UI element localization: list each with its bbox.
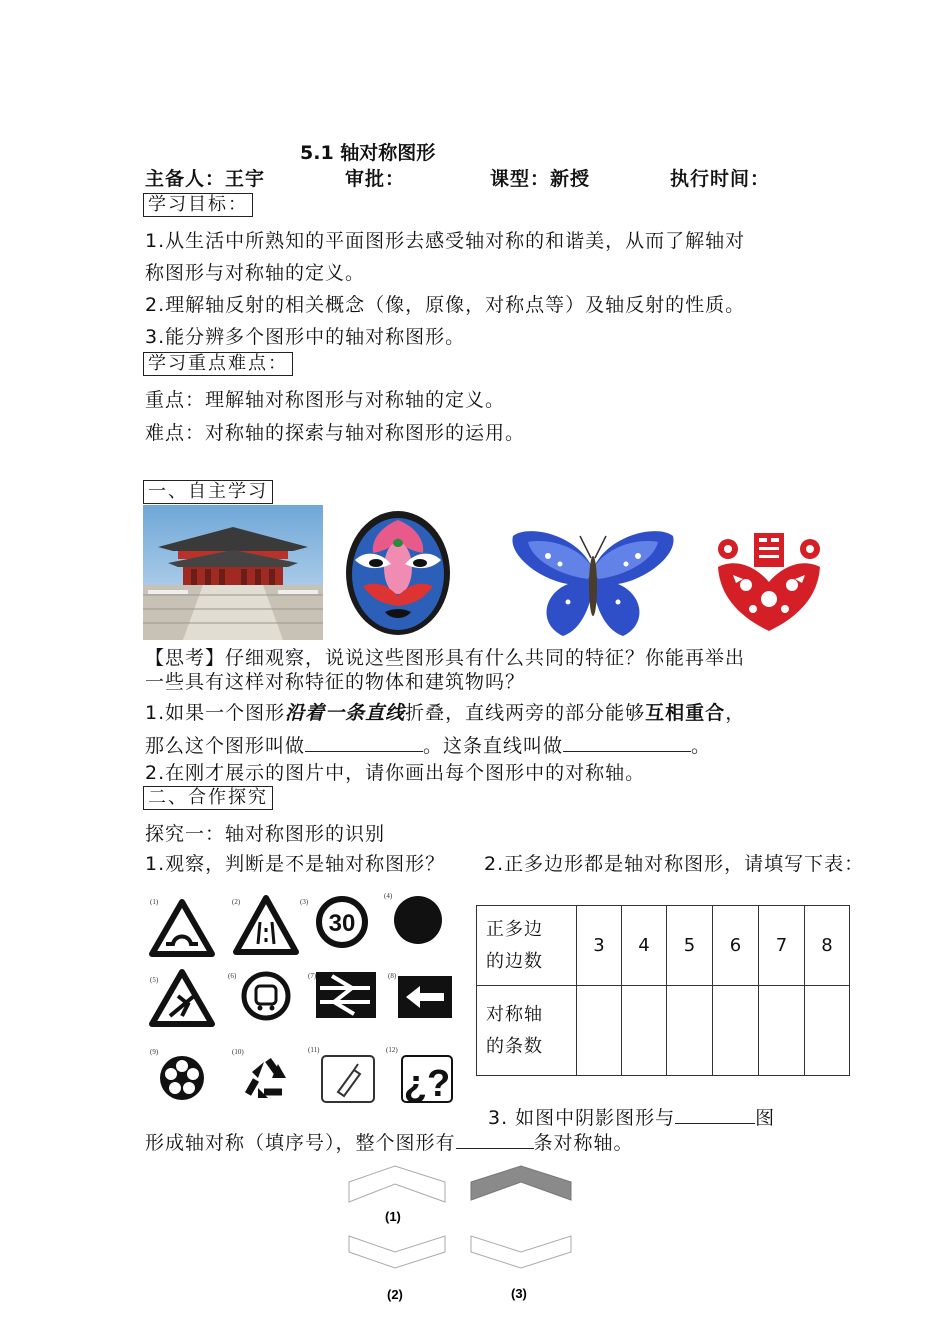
difficulty-point: 难点：对称轴的探索与轴对称图形的运用。	[145, 422, 526, 444]
sign-number: (3)	[300, 898, 309, 906]
approval: 审批：	[345, 168, 406, 190]
sign-number: (2)	[232, 898, 241, 906]
sign-number: (10)	[232, 1048, 244, 1056]
answer-cell[interactable]	[667, 986, 713, 1076]
figure-label-1: (1)	[385, 1209, 401, 1224]
figure-label-2: (2)	[387, 1287, 403, 1302]
sign-airport-icon	[152, 972, 212, 1024]
table-row-sides	[477, 906, 850, 986]
chevron-figures	[345, 1160, 580, 1310]
svg-text:¿?: ¿?	[403, 1063, 451, 1105]
butterfly-image	[508, 524, 678, 639]
goal-1-line2: 称图形与对称轴的定义。	[145, 262, 366, 284]
row-header-sides: 正多边 的边数	[477, 906, 577, 986]
paper-cut-image	[708, 527, 830, 635]
polygon-table-question: 2.正多边形都是轴对称图形，请填写下表：	[484, 853, 865, 875]
sign-number: (7)	[308, 972, 317, 980]
goals-heading: 学习目标：	[143, 193, 253, 217]
explore1-title: 探究一：轴对称图形的识别	[145, 823, 386, 845]
chevron-2	[349, 1236, 445, 1268]
sign-number: (11)	[308, 1046, 320, 1054]
chevron-shaded	[471, 1166, 571, 1200]
definition-question-line2: 那么这个图形叫做 。这条直线叫做 。	[145, 735, 712, 757]
sign-number: (12)	[386, 1046, 398, 1054]
goal-1-line1: 1.从生活中所熟知的平面图形去感受轴对称的和谐美，从而了解轴对	[145, 230, 746, 252]
answer-cell[interactable]	[805, 986, 850, 1076]
sign-recycle-icon	[248, 1060, 286, 1098]
blank-figure-number[interactable]	[675, 1107, 755, 1124]
goal-3: 3.能分辨多个图形中的轴对称图形。	[145, 326, 466, 348]
exec-time: 执行时间：	[670, 168, 771, 190]
sign-hump-icon	[152, 902, 212, 954]
sign-road-narrows-icon	[236, 898, 296, 952]
sign-solid-circle-icon	[394, 896, 442, 944]
page-title: 5.1 轴对称图形	[300, 142, 436, 164]
section1-heading: 一、自主学习	[143, 480, 273, 504]
section2-heading: 二、合作探究	[143, 786, 273, 810]
goal-2: 2.理解轴反射的相关概念（像，原像，对称点等）及轴反射的性质。	[145, 294, 746, 316]
sign-number: (5)	[150, 976, 159, 984]
shadow-question-line1: 3. 如图中阴影图形与 图	[488, 1107, 776, 1129]
table-cell: 7	[759, 906, 805, 986]
sign-number: (1)	[150, 898, 159, 906]
judge-question: 1.观察，判断是不是轴对称图形？	[145, 853, 446, 875]
sign-speed-limit-icon	[319, 899, 365, 945]
sign-number: (4)	[384, 892, 393, 900]
sign-flower-icon	[160, 1056, 204, 1100]
answer-cell[interactable]	[759, 986, 805, 1076]
opera-mask-image	[343, 508, 453, 638]
answer-cell[interactable]	[622, 986, 667, 1076]
lesson-type: 课型：新授	[490, 168, 591, 190]
sign-number: (6)	[228, 972, 237, 980]
table-cell: 3	[577, 906, 622, 986]
sign-number: (9)	[150, 1048, 159, 1056]
blank-axis-count[interactable]	[456, 1132, 534, 1149]
think-line2: 一些具有这样对称特征的物体和建筑物吗？	[145, 671, 526, 693]
preparer: 主备人：王宇	[145, 168, 266, 190]
sign-question-icon	[402, 1056, 452, 1105]
answer-cell[interactable]	[713, 986, 759, 1076]
figure-label-3: (3)	[511, 1286, 527, 1301]
key-points-heading: 学习重点难点：	[143, 352, 293, 376]
sign-rail-icon	[316, 972, 376, 1018]
table-row-axes	[477, 986, 850, 1076]
signs-grid	[148, 892, 460, 1114]
key-point: 重点：理解轴对称图形与对称轴的定义。	[145, 389, 506, 411]
sign-number: (8)	[388, 972, 397, 980]
sign-bottle-icon	[322, 1056, 374, 1102]
draw-axis-question: 2.在刚才展示的图片中，请你画出每个图形中的对称轴。	[145, 762, 646, 784]
blank-axis-name[interactable]	[563, 735, 691, 752]
table-cell: 4	[622, 906, 667, 986]
table-cell: 8	[805, 906, 850, 986]
palace-image	[143, 505, 323, 640]
blank-figure-name[interactable]	[305, 735, 423, 752]
definition-question-line1: 1.如果一个图形沿着一条直线折叠，直线两旁的部分能够互相重合，	[145, 702, 746, 724]
think-line1: 【思考】仔细观察，说说这些图形具有什么共同的特征？你能再举出	[145, 647, 746, 669]
chevron-1	[349, 1166, 445, 1202]
chevron-3	[471, 1236, 571, 1268]
polygon-table	[476, 905, 850, 1076]
shadow-question-line2: 形成轴对称（填序号），整个图形有 条对称轴。	[145, 1132, 634, 1154]
answer-cell[interactable]	[577, 986, 622, 1076]
table-cell: 6	[713, 906, 759, 986]
sign-no-vehicle-icon	[244, 974, 288, 1018]
svg-text:30: 30	[328, 910, 356, 937]
row-header-axes: 对称轴 的条数	[477, 986, 577, 1076]
table-cell: 5	[667, 906, 713, 986]
sign-left-arrow-icon	[398, 976, 452, 1018]
